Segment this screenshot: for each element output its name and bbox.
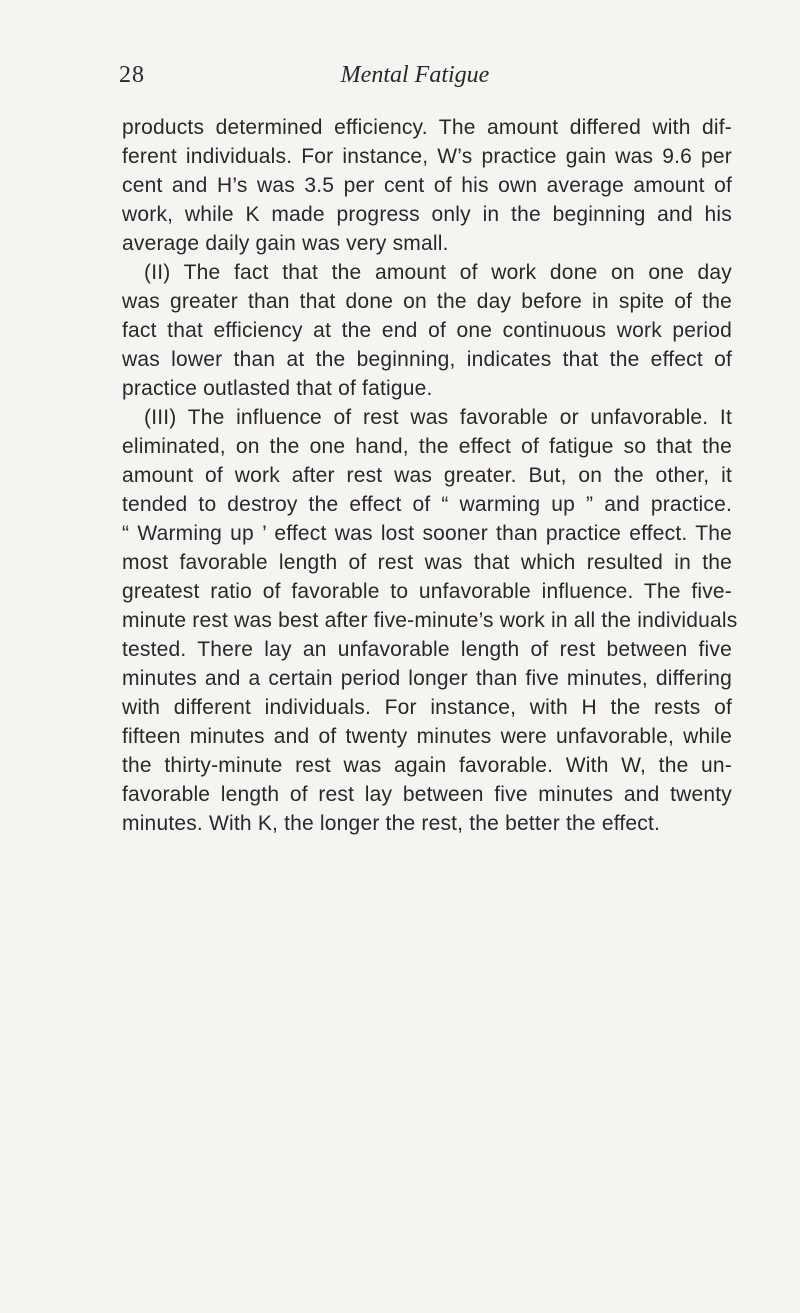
text-line: (III) The influence of rest was favorable or unfavorable. It (144, 406, 732, 429)
text-line: average daily gain was very small. (122, 232, 449, 255)
text-line: practice outlasted that of fatigue. (122, 377, 433, 400)
running-title: Mental Fatigue (340, 62, 490, 88)
text-line: most favorable length of rest was that which resulted in the (122, 551, 732, 574)
text-line: minutes. With K, the longer the rest, the better the effect. (122, 812, 661, 835)
text-line: cent and H’s was 3.5 per cent of his own average amount of (122, 174, 732, 197)
text-line: the thirty-minute rest was again favorable. With W, the un- (122, 754, 732, 777)
text-line: (II) The fact that the amount of work done on one day (144, 261, 732, 284)
text-line: was greater than that done on the day before in spite of the (122, 290, 732, 313)
text-line: minutes and a certain period longer than five minutes, differing (122, 667, 732, 690)
text-line: fifteen minutes and of twenty minutes were unfavorable, while (122, 725, 732, 748)
text-line: with different individuals. For instance, with H the rests of (122, 696, 732, 719)
text-line: tended to destroy the effect of “ warming up ” and practice. (122, 493, 732, 516)
text-line: amount of work after rest was greater. But, on the other, it (122, 464, 732, 487)
text-line: tested. There lay an unfavorable length of rest between five (122, 638, 732, 661)
text-line: eliminated, on the one hand, the effect of fatigue so that the (122, 435, 732, 458)
text-line: “ Warming up ’ effect was lost sooner than practice effect. The (122, 522, 732, 545)
text-line: work, while K made progress only in the beginning and his (122, 203, 732, 226)
text-line: products determined efficiency. The amount differed with dif- (122, 116, 732, 139)
text-line: ferent individuals. For instance, W’s practice gain was 9.6 per (122, 145, 732, 168)
text-line: favorable length of rest lay between five minutes and twenty (122, 783, 732, 806)
page-number: 28 (119, 62, 145, 88)
text-line: greatest ratio of favorable to unfavorable influence. The five- (122, 580, 732, 603)
body-text (122, 113, 738, 838)
text-line: fact that efficiency at the end of one continuous work period (122, 319, 732, 342)
text-line: minute rest was best after five-minute’s work in all the individuals (122, 609, 738, 632)
text-line: was lower than at the beginning, indicates that the effect of (122, 348, 732, 371)
